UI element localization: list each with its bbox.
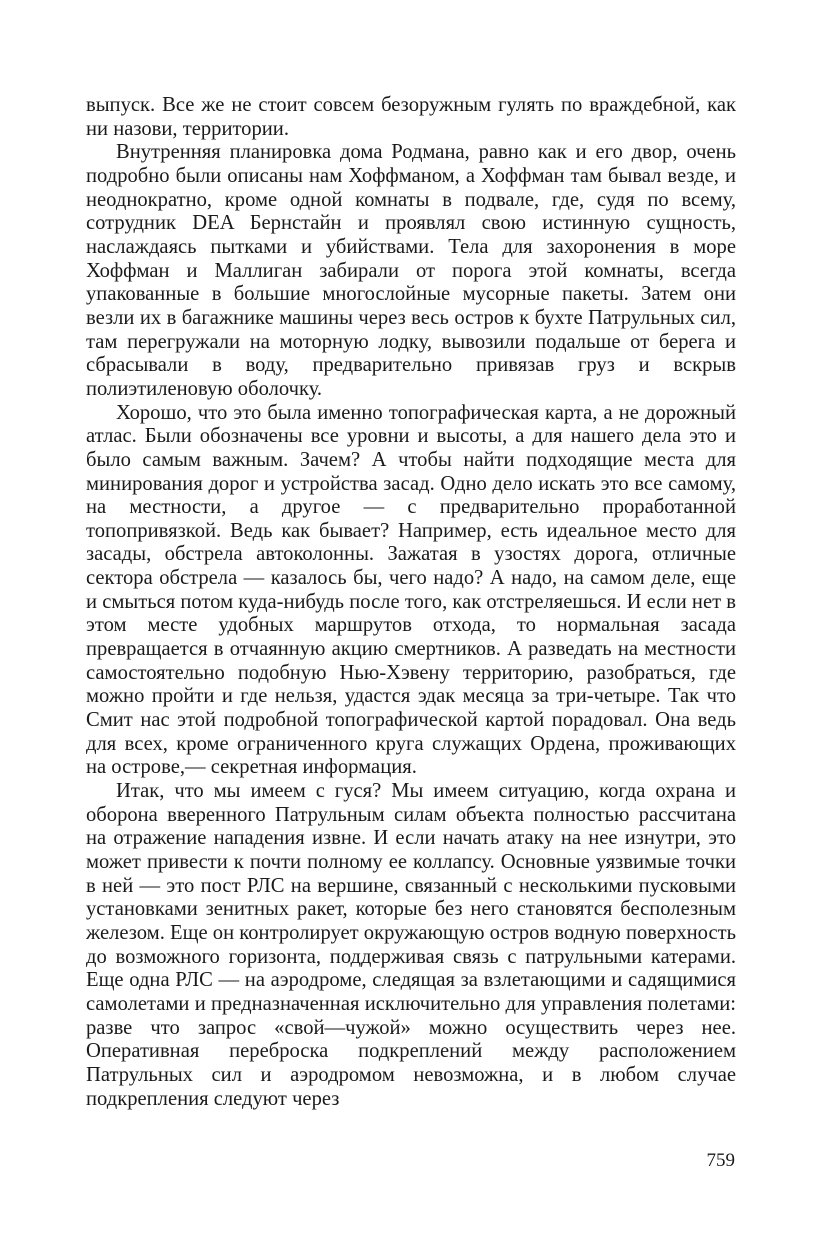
paragraph-topographic-map: Хорошо, что это была именно топографическая карта, а не дорожный атлас. Были обозначены все уровни и высоты, а для нашего дела это и было самым важным. Зачем? А чтобы найти подходящие места для минирования дорог и устройства засад. Одно дело искать это все самому, на местности, а другое — с предварительно проработанной топопривязкой. Ведь как бывает? Например, есть идеальное место для засады, обстрела автоколонны. Зажатая в узостях дорога, отличные сектора обстрела — казалось бы, чего надо? А надо, на самом деле, еще и смыться потом куда-нибудь после того, как отстреляешься. И если нет в этом месте удобных маршрутов отхода, то нормальная засада превращается в отчаянную акцию смертников. А разведать на местности самостоятельно подобную Нью-Хэвену территорию, разобраться, где можно пройти и где нельзя, удастся эдак месяца за три-четыре. Так что Смит нас этой подробной топографической картой порадовал. Она ведь для всех, кроме ограниченного круга служащих Ордена, проживающих на острове,— секретная информация. [86,401,736,779]
paragraph-continuation: выпуск. Все же не стоит совсем безоружным гулять по враждебной, как ни назови, территории. [86,94,736,140]
page-body [86,94,736,1111]
page-number: 759 [706,1150,735,1171]
paragraph-house-layout: Внутренняя планировка дома Родмана, равно как и его двор, очень подробно были описаны нам Хоффманом, а Хоффман там бывал везде, и неоднократно, кроме одной комнаты в подвале, где, судя по всему, сотрудник DEA Бернстайн и проявлял свою истинную сущность, наслаждаясь пытками и убийствами. Тела для захоронения в море Хоффман и Маллиган забирали от порога этой комнаты, всегда упакованные в большие многослойные мусорные пакеты. Затем они везли их в багажнике машины через весь остров к бухте Патрульных сил, там перегружали на моторную лодку, вывозили подальше от берега и сбрасывали в воду, предварительно привязав груз и вскрыв полиэтиленовую оболочку. [86,141,736,400]
paragraph-defense-analysis: Итак, что мы имеем с гуся? Мы имеем ситуацию, когда охрана и оборона вверенного Патрульным силам объекта полностью рассчитана на отражение нападения извне. И если начать атаку на нее изнутри, это может привести к почти полному ее коллапсу. Основные уязвимые точки в ней — это пост РЛС на вершине, связанный с несколькими пусковыми установками зенитных ракет, которые без него становятся бесполезным железом. Еще он контролирует окружающую остров водную поверхность до возможного горизонта, поддерживая связь с патрульными катерами. Еще одна РЛС — на аэродроме, следящая за взлетающими и садящимися самолетами и предназначенная исключительно для управления полетами: разве что запрос «свой—чужой» можно осуществить через нее. Оперативная переброска подкреплений между расположением Патрульных сил и аэродромом невозможна, и в любом случае подкрепления следуют через [86,780,736,1110]
